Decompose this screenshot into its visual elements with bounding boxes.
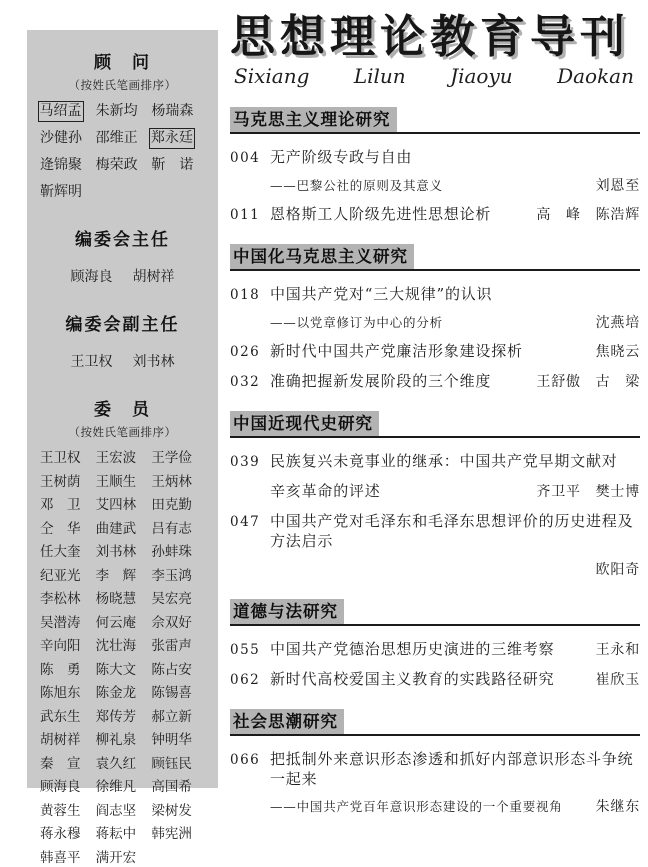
member-row bbox=[40, 825, 205, 843]
member-name-list bbox=[38, 449, 207, 867]
member-row bbox=[40, 567, 205, 585]
member-name: 蒋永穆 bbox=[40, 826, 81, 842]
section-title: 社会思潮研究 bbox=[230, 709, 344, 734]
member-row bbox=[40, 543, 205, 561]
entry-title: 新时代高校爱国主义教育的实践路径研究 bbox=[270, 670, 555, 689]
member-name: 陈锡喜 bbox=[151, 685, 192, 701]
member-name: 顾钰民 bbox=[151, 755, 192, 772]
toc-entry-authors-row bbox=[230, 560, 640, 580]
section-title: 中国近现代史研究 bbox=[230, 411, 379, 436]
member-name: 何云庵 bbox=[95, 614, 137, 631]
member-name: 艾四林 bbox=[95, 497, 137, 513]
toc-entry-row bbox=[230, 204, 640, 225]
entry-title: 民族复兴未竟事业的继承：中国共产党早期文献对 bbox=[270, 452, 618, 471]
entry-authors: 刘恩至 bbox=[595, 178, 640, 195]
member-row bbox=[40, 849, 205, 867]
member-name: 吴潜涛 bbox=[40, 614, 81, 631]
toc-entry-continuation-row bbox=[230, 481, 640, 502]
advisor-name: 沙健孙 bbox=[40, 130, 82, 146]
toc-entry-row bbox=[230, 341, 640, 362]
member-name: 陈 勇 bbox=[40, 661, 81, 678]
pinyin-word: Jiaoyu bbox=[450, 64, 513, 89]
member-name: 李 辉 bbox=[95, 567, 137, 584]
toc-section-morality-and-law bbox=[230, 599, 640, 690]
pinyin-word: Lilun bbox=[353, 64, 406, 89]
entry-authors: 王永和 bbox=[595, 642, 640, 659]
member-name: 王卫权 bbox=[40, 450, 81, 466]
member-name: 王宏波 bbox=[95, 450, 137, 466]
member-name: 王炳林 bbox=[151, 473, 192, 490]
advisor-name: 逄锦聚 bbox=[40, 157, 82, 173]
member-name: 杨晓慧 bbox=[95, 591, 137, 607]
section-header bbox=[230, 599, 640, 626]
member-name: 邓 卫 bbox=[40, 497, 81, 513]
toc-section-sinicized-marxism bbox=[230, 244, 640, 392]
member-row bbox=[40, 473, 205, 491]
member-row bbox=[40, 684, 205, 702]
director-heading: 编委会主任 bbox=[75, 230, 170, 250]
page-number: 039 bbox=[230, 454, 261, 471]
journal-title: 思想理论教育导刊 bbox=[230, 10, 631, 63]
section-header bbox=[230, 244, 640, 271]
page-number: 026 bbox=[230, 344, 261, 361]
member-row bbox=[40, 449, 205, 467]
entry-subtitle: ——以党章修订为中心的分析 bbox=[270, 315, 443, 331]
member-name: 柳礼泉 bbox=[95, 732, 137, 748]
member-row bbox=[40, 731, 205, 749]
pinyin-word: Daokan bbox=[557, 64, 634, 89]
member-name: 沈壮海 bbox=[95, 638, 137, 654]
entry-authors: 欧阳奇 bbox=[595, 562, 640, 579]
member-name: 高国希 bbox=[151, 779, 192, 795]
entry-title: 准确把握新发展阶段的三个维度 bbox=[270, 372, 492, 391]
member-name: 韩喜平 bbox=[40, 849, 81, 866]
member-row bbox=[40, 708, 205, 726]
member-name: 满开宏 bbox=[95, 849, 137, 866]
member-name: 佘双好 bbox=[151, 614, 192, 631]
advisor-name: 靳辉明 bbox=[40, 184, 82, 200]
advisors-heading: 顾 问 bbox=[94, 53, 151, 73]
toc-entry-row bbox=[230, 371, 640, 392]
section-title: 中国化马克思主义研究 bbox=[230, 244, 414, 269]
page-number: 032 bbox=[230, 374, 261, 391]
entry-title: 把抵制外来意识形态渗透和抓好内部意识形态斗争统一起来 bbox=[270, 750, 634, 789]
entry-title-continued: 辛亥革命的评述 bbox=[270, 482, 381, 501]
member-row bbox=[40, 614, 205, 632]
member-row bbox=[40, 755, 205, 773]
entry-subtitle: ——巴黎公社的原则及其意义 bbox=[270, 178, 443, 194]
section-header bbox=[230, 411, 640, 438]
member-name: 王学俭 bbox=[151, 450, 192, 466]
advisor-name: 靳 诺 bbox=[151, 157, 194, 173]
director-name: 顾海良 bbox=[70, 269, 113, 285]
member-name: 郑传芳 bbox=[95, 708, 137, 725]
member-row bbox=[40, 590, 205, 608]
entry-authors: 王舒傲 古 梁 bbox=[536, 374, 640, 391]
member-row bbox=[40, 496, 205, 514]
toc-main-column bbox=[230, 12, 640, 825]
member-name: 曲建武 bbox=[95, 520, 137, 537]
entry-title: 中国共产党对“三大规律”的认识 bbox=[270, 285, 493, 304]
toc-entry-subtitle-row bbox=[230, 798, 640, 816]
member-name: 陈大文 bbox=[95, 661, 137, 678]
entry-authors: 崔欣玉 bbox=[595, 672, 640, 689]
member-row bbox=[40, 520, 205, 538]
members-sort-note: （按姓氏笔画排序） bbox=[68, 425, 177, 439]
entry-authors: 焦晓云 bbox=[595, 344, 640, 361]
member-name: 顾海良 bbox=[40, 779, 81, 795]
toc-entry-subtitle-row bbox=[230, 177, 640, 195]
advisor-name-boxed: 马绍孟 bbox=[38, 101, 84, 122]
entry-title: 恩格斯工人阶级先进性思想论析 bbox=[270, 205, 492, 224]
deputy-director-names bbox=[38, 353, 207, 371]
editorial-board-sidebar bbox=[27, 30, 218, 866]
entry-title: 无产阶级专政与自由 bbox=[270, 148, 413, 167]
entry-title: 中国共产党对毛泽东和毛泽东思想评价的历史进程及方法启示 bbox=[270, 512, 634, 551]
member-name: 田克勤 bbox=[151, 497, 192, 513]
advisor-name-list bbox=[38, 102, 207, 201]
toc-entry-row bbox=[230, 451, 640, 472]
page-number: 018 bbox=[230, 287, 261, 304]
member-name: 陈旭东 bbox=[40, 685, 81, 701]
member-name: 阎志坚 bbox=[95, 802, 137, 819]
toc-section-modern-chinese-history bbox=[230, 411, 640, 580]
advisor-name: 梅荣政 bbox=[95, 157, 138, 173]
member-row bbox=[40, 661, 205, 679]
member-name: 辛向阳 bbox=[40, 638, 81, 654]
director-name: 胡树祥 bbox=[132, 269, 175, 285]
toc-entry-row bbox=[230, 284, 640, 305]
toc-entry-row bbox=[230, 511, 640, 551]
page-number: 047 bbox=[230, 514, 261, 531]
advisor-name: 杨瑞森 bbox=[151, 103, 194, 119]
member-name: 陈金龙 bbox=[95, 685, 137, 701]
section-header bbox=[230, 709, 640, 736]
page-number: 004 bbox=[230, 150, 261, 167]
members-heading: 委 员 bbox=[94, 400, 151, 420]
director-names bbox=[38, 268, 207, 286]
deputy-director-heading: 编委会副主任 bbox=[65, 315, 180, 335]
member-row bbox=[40, 637, 205, 655]
pinyin-word: Sixiang bbox=[234, 64, 310, 89]
member-name: 吕有志 bbox=[151, 520, 192, 537]
member-name: 王顺生 bbox=[95, 473, 137, 490]
entry-title: 中国共产党德治思想历史演进的三维考察 bbox=[270, 640, 555, 659]
member-row bbox=[40, 778, 205, 796]
member-name: 张雷声 bbox=[151, 638, 192, 654]
toc-entry-row bbox=[230, 147, 640, 168]
member-name: 徐维凡 bbox=[95, 779, 137, 795]
toc-entry-row bbox=[230, 669, 640, 690]
page-number: 011 bbox=[230, 207, 261, 224]
member-name: 蒋耘中 bbox=[95, 826, 137, 842]
section-header bbox=[230, 107, 640, 134]
member-name: 武东生 bbox=[40, 708, 81, 725]
member-name: 任大奎 bbox=[40, 544, 81, 560]
member-name: 袁久红 bbox=[95, 755, 137, 772]
section-title: 道德与法研究 bbox=[230, 599, 344, 624]
advisors-sort-note: （按姓氏笔画排序） bbox=[68, 78, 177, 92]
member-name: 梁树发 bbox=[151, 802, 192, 819]
section-title: 马克思主义理论研究 bbox=[230, 107, 397, 132]
deputy-director-name: 刘书林 bbox=[132, 354, 175, 370]
member-name: 郝立新 bbox=[151, 708, 192, 725]
member-row bbox=[40, 802, 205, 820]
journal-title-pinyin bbox=[234, 64, 634, 88]
toc-section-marxist-theory bbox=[230, 107, 640, 225]
advisor-name: 朱新均 bbox=[95, 103, 138, 119]
member-name: 陈占安 bbox=[151, 661, 192, 678]
toc-entry-row bbox=[230, 749, 640, 789]
toc-section-social-thought bbox=[230, 709, 640, 816]
advisor-name: 邵维正 bbox=[95, 130, 138, 146]
entry-subtitle: ——中国共产党百年意识形态建设的一个重要视角 bbox=[270, 799, 563, 815]
member-name: 纪亚光 bbox=[40, 567, 81, 584]
entry-authors: 高 峰 陈浩辉 bbox=[536, 207, 640, 224]
member-name: 吴宏亮 bbox=[151, 591, 192, 607]
member-name: 胡树祥 bbox=[40, 732, 81, 748]
member-name: 孙蚌珠 bbox=[151, 544, 192, 560]
entry-title: 新时代中国共产党廉洁形象建设探析 bbox=[270, 342, 523, 361]
entry-authors: 沈燕培 bbox=[595, 315, 640, 332]
member-name: 钟明华 bbox=[151, 732, 192, 748]
member-name: 王树荫 bbox=[40, 473, 81, 490]
page-number: 055 bbox=[230, 642, 261, 659]
toc-entry-subtitle-row bbox=[230, 314, 640, 332]
member-name: 仝 华 bbox=[40, 520, 81, 537]
member-name: 李玉鸿 bbox=[151, 567, 192, 584]
member-name: 刘书林 bbox=[95, 544, 137, 560]
member-name: 韩宪洲 bbox=[151, 826, 192, 842]
deputy-director-name: 王卫权 bbox=[70, 354, 113, 370]
member-name: 黄蓉生 bbox=[40, 802, 81, 819]
page-number: 062 bbox=[230, 672, 261, 689]
entry-authors: 朱继东 bbox=[595, 799, 640, 816]
advisor-name-boxed: 郑永廷 bbox=[149, 128, 195, 149]
member-name: 秦 宣 bbox=[40, 755, 81, 772]
member-name: 李松林 bbox=[40, 591, 81, 607]
page-number: 066 bbox=[230, 752, 261, 769]
toc-entry-row bbox=[230, 639, 640, 660]
entry-authors: 齐卫平 樊士博 bbox=[536, 484, 640, 501]
